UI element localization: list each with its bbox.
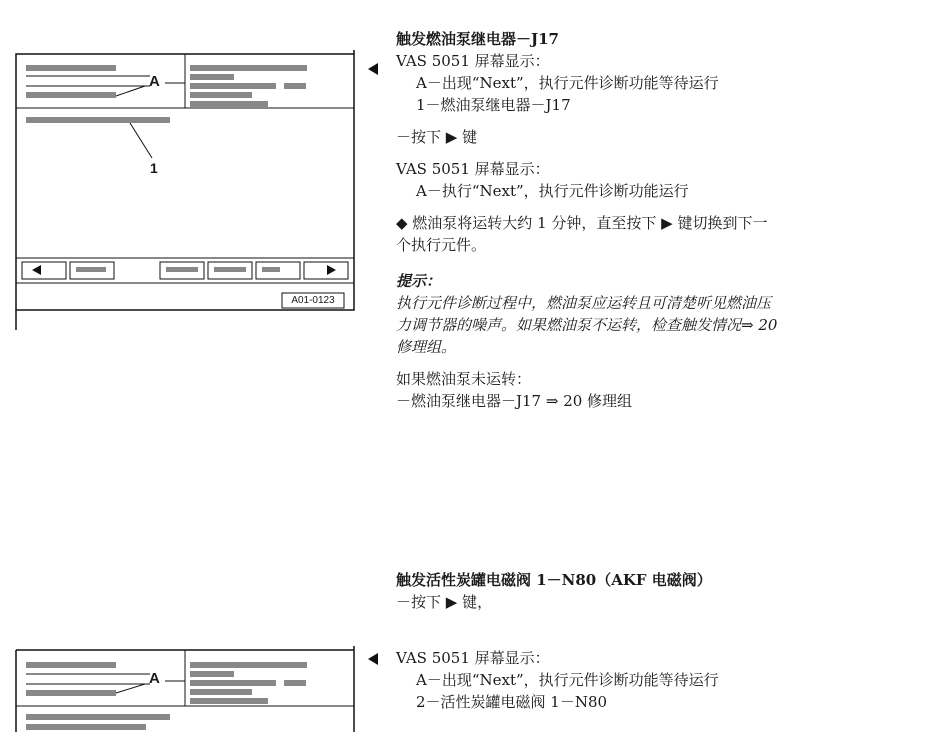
left-pointer-icon [368, 63, 378, 75]
figure-reference-code: A01-0123 [291, 295, 335, 306]
line-2: 2－活性炭罐电磁阀 1－N80 [416, 693, 608, 711]
vas5051-screen-figure-1 [0, 40, 370, 330]
left-pointer-icon [368, 653, 378, 665]
note-line-2: 个执行元件。 [396, 236, 487, 254]
press-step-2: －按下 ▶ 键， [396, 593, 493, 611]
callout-1-label: 1 [150, 160, 158, 176]
callout-a-label-2: A [149, 670, 160, 687]
line-a: A－出现“Next”，执行元件诊断功能等待运行 [416, 74, 719, 92]
hint-line-3: 修理组。 [396, 338, 457, 356]
vas5051-screen-figure-2 [0, 640, 370, 732]
section-heading-2: 触发活性炭罐电磁阀 1－N80（AKF 电磁阀） [396, 571, 712, 589]
line-1: 1－燃油泵继电器－J17 [416, 96, 571, 114]
note-line-1: ◆ 燃油泵将运转大约 1 分钟，直至按下 ▶ 键切换到下一 [396, 214, 768, 232]
press-step: －按下 ▶ 键 [396, 128, 478, 146]
screen-label-3: VAS 5051 屏幕显示： [396, 649, 550, 667]
hint-line-2: 力调节器的噪声。如果燃油泵不运转，检查触发情况⇒ 20 [396, 316, 778, 334]
line-a-2: A－执行“Next”，执行元件诊断功能运行 [416, 182, 689, 200]
callout-a-label: A [149, 73, 160, 90]
section-heading: 触发燃油泵继电器－J17 [396, 30, 559, 48]
check-relay: －燃油泵继电器－J17 ⇒ 20 修理组 [396, 392, 633, 410]
if-not-running: 如果燃油泵未运转： [396, 370, 532, 388]
hint-line-1: 执行元件诊断过程中，燃油泵应运转且可清楚听见燃油压 [396, 294, 772, 312]
screen-label: VAS 5051 屏幕显示： [396, 52, 550, 70]
screen-label-2: VAS 5051 屏幕显示： [396, 160, 550, 178]
line-a-3: A－出现“Next”，执行元件诊断功能等待运行 [416, 671, 719, 689]
hint-title: 提示： [396, 272, 442, 290]
